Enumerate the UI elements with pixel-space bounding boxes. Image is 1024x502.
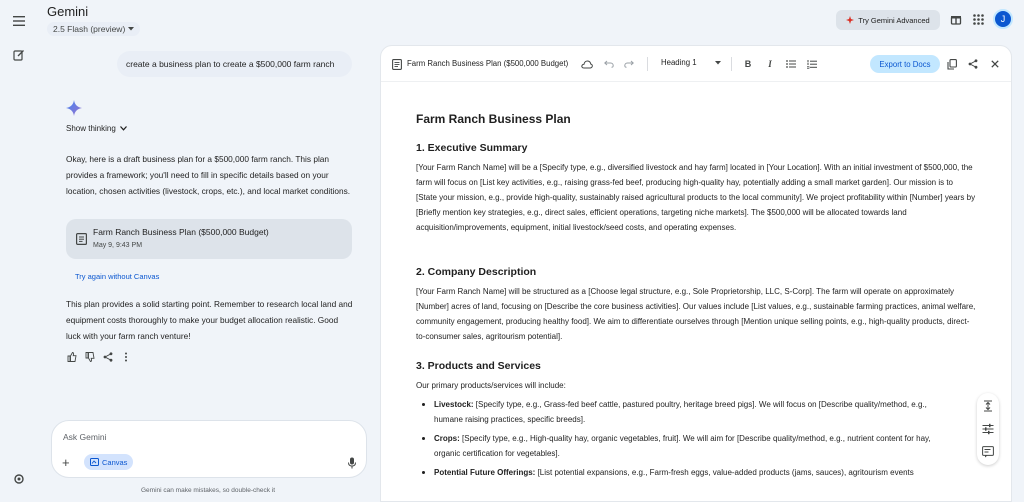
disclaimer-text: Gemini can make mistakes, so double-check it	[141, 487, 276, 494]
redo-icon[interactable]	[623, 58, 635, 70]
chevron-down-icon	[128, 27, 134, 31]
export-to-docs-button[interactable]: Export to Docs	[870, 55, 940, 73]
document-card-title: Farm Ranch Business Plan ($500,000 Budget)	[93, 227, 269, 237]
user-prompt-bubble: create a business plan to create a $500,000 farm ranch	[117, 51, 352, 77]
more-options-icon[interactable]	[120, 351, 132, 363]
gift-icon[interactable]	[948, 11, 964, 27]
list-item-text: [Specify type, e.g., Grass-fed beef cattle, pastured poultry, heritage breed pigs]. We will focus on [Describe quality/method, e.g., humane raising practices, specific breeds].	[434, 400, 927, 424]
numbered-list-icon[interactable]	[806, 58, 818, 70]
model-label: 2.5 Flash (preview)	[53, 24, 126, 34]
undo-icon[interactable]	[603, 58, 615, 70]
suggest-edits-icon[interactable]	[982, 446, 994, 458]
menu-icon[interactable]	[9, 11, 29, 31]
model-selector[interactable]	[47, 22, 140, 36]
heading-style-select[interactable]	[661, 58, 721, 67]
canvas-label: Canvas	[102, 457, 128, 467]
products-list	[416, 397, 956, 484]
list-item	[416, 465, 956, 480]
feedback-actions	[66, 351, 132, 363]
add-attachment-icon[interactable]: +	[62, 455, 70, 470]
document-icon	[76, 233, 87, 245]
list-item-label: Livestock:	[434, 400, 474, 409]
list-item	[416, 397, 956, 427]
settings-icon[interactable]	[9, 469, 29, 489]
canvas-toggle-button[interactable]	[84, 454, 133, 470]
cloud-saved-icon	[581, 58, 593, 70]
bold-button[interactable]: B	[744, 59, 752, 69]
try-again-without-canvas-link[interactable]: Try again without Canvas	[75, 272, 160, 281]
dropdown-arrow-icon	[715, 61, 721, 65]
microphone-icon[interactable]	[347, 457, 357, 469]
document-card[interactable]	[66, 219, 352, 259]
canvas-icon	[90, 458, 99, 466]
close-icon[interactable]	[989, 58, 1001, 70]
document-card-date: May 9, 9:43 PM	[93, 242, 143, 249]
response-outro: This plan provides a solid starting point. Remember to research local land and equipment costs thoroughly to make your budget allocation realistic. Good luck with your farm ranch venture!	[66, 299, 353, 341]
share-icon[interactable]	[102, 351, 114, 363]
thumbs-up-icon[interactable]	[66, 351, 78, 363]
try-advanced-label: Try Gemini Advanced	[858, 15, 930, 25]
document-icon	[392, 59, 402, 70]
prompt-input-placeholder[interactable]: Ask Gemini	[63, 432, 107, 442]
response-intro: Okay, here is a draft business plan for a $500,000 farm ranch. This plan provides a framework; you'll need to fill in specific details based on your location, chosen activities (livestock, crops, etc.), and local market conditions.	[66, 154, 351, 196]
adjust-sliders-icon[interactable]	[982, 423, 994, 435]
toolbar-divider	[647, 57, 648, 71]
document-side-tools	[977, 393, 999, 465]
new-chat-icon[interactable]	[9, 45, 29, 65]
avatar[interactable]: J	[993, 9, 1013, 29]
share-icon[interactable]	[967, 58, 979, 70]
section-heading-company-description: 2. Company Description	[416, 266, 537, 278]
app-title: Gemini	[47, 4, 89, 19]
gemini-spark-icon	[66, 100, 82, 116]
try-gemini-advanced-button[interactable]	[836, 10, 940, 30]
section-body-executive-summary: [Your Farm Ranch Name] will be a [Specify type, e.g., diversified livestock and hay farm] located in [Your Location]. With an initial investment of $500,000, the farm will focus on [List key activities, e.g., raising grass-fed beef, producing high-quality hay, potentially adding a small market garden]. Our mission is to [State your mission, e.g., provide high-quality, sustainably raised agricultural products to the local community]. We project profitability within [Number] years by [Briefly mention key strategies, e.g., direct sales, efficient operations, targeting niche markets]. The $500,000 will be allocated towards land acquisition/improvements, equipment, initial livestock/seed costs, and operating expenses.	[416, 163, 976, 232]
list-item-text: [Specify type, e.g., High-quality hay, organic vegetables, fruit]. We will aim for [Describe quality/method, e.g., nutrient content for hay, organic certification for vegetables].	[434, 434, 931, 458]
section-body-company-description: [Your Farm Ranch Name] will be structured as a [Choose legal structure, e.g., Sole Proprietorship, LLC, S-Corp]. The farm will operate on approximately [Number] acres of land, focusing on [Describe the core business activities]. Our values include [List values, e.g., sustainable farming practices, animal welfare, community engagement, producing healthy food]. We aim to differentiate ourselves through [Mention unique selling points, e.g., high-quality products, direct-to-consumer sales, agritourism potential].	[416, 287, 976, 341]
bullet-list-icon[interactable]	[785, 58, 797, 70]
copy-icon[interactable]	[946, 58, 958, 70]
show-thinking-toggle[interactable]	[66, 124, 127, 133]
document-title: Farm Ranch Business Plan	[416, 112, 571, 126]
heading-style-value: Heading 1	[661, 58, 697, 67]
toolbar-divider	[731, 57, 732, 71]
list-item-label: Crops:	[434, 434, 460, 443]
section-heading-products-services: 3. Products and Services	[416, 360, 541, 372]
document-toolbar	[381, 46, 1012, 82]
left-rail	[0, 0, 38, 502]
thumbs-down-icon[interactable]	[84, 351, 96, 363]
sparkle-icon	[846, 16, 854, 24]
list-item-text: [List potential expansions, e.g., Farm-fresh eggs, value-added products (jams, sauces), agritourism events	[535, 468, 914, 477]
text-size-icon[interactable]	[982, 400, 994, 412]
chevron-down-icon	[120, 126, 127, 131]
section-heading-executive-summary: 1. Executive Summary	[416, 142, 528, 154]
section-body-products-services: Our primary products/services will include:	[416, 381, 566, 390]
document-toolbar-title: Farm Ranch Business Plan ($500,000 Budget)	[407, 59, 569, 68]
italic-button[interactable]: I	[768, 59, 772, 69]
list-item-label: Potential Future Offerings:	[434, 468, 536, 477]
apps-grid-icon[interactable]	[970, 11, 986, 27]
prompt-input-box[interactable]	[51, 420, 367, 478]
list-item	[416, 431, 956, 461]
show-thinking-label: Show thinking	[66, 124, 116, 133]
canvas-document-panel	[380, 45, 1012, 502]
